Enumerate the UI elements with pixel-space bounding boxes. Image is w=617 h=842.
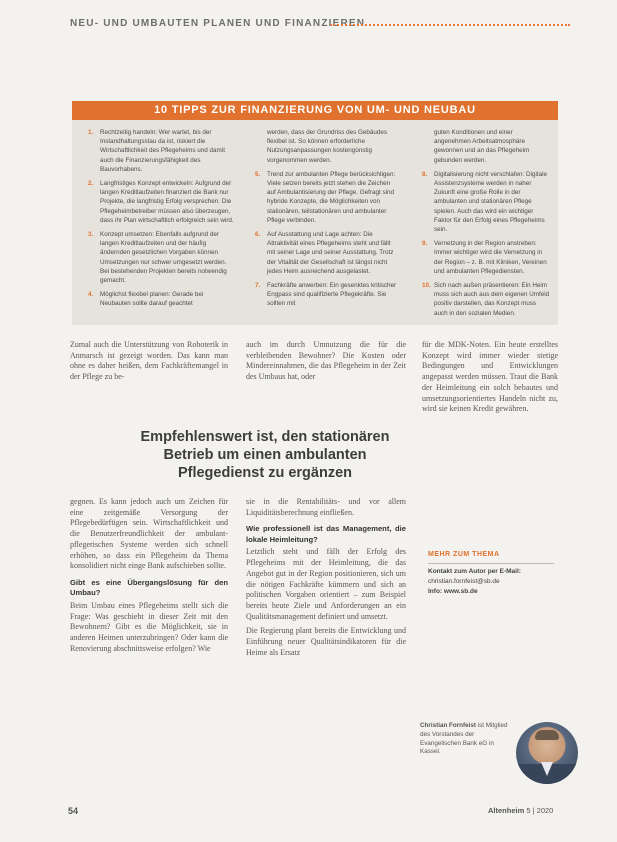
- tip-number: 5.: [255, 170, 261, 178]
- tip-item: [255, 128, 400, 165]
- tip-text: Sich nach außen präsentieren: Ein Heim muss sich auch aus dem eigenen Umfeld positiv darstellen, das Konzept muss auch in den sozialen Medien.: [434, 282, 550, 317]
- article-paragraph: Beim Umbau eines Pflegeheims stellt sich die Frage: Was geschieht in dieser Zeit mit den Bewohnern? Gibt es die Möglichkeit, sie in anderen Heimen unterzubringen? Oder kann die Renovierung abschnittsweise erfolgen? Wie: [70, 600, 228, 653]
- tip-number: 9.: [422, 240, 428, 248]
- author-description: ist Mitglied des Vorstandes der Evangelischen Bank eG in Kassel.: [420, 722, 508, 756]
- tip-text: guten Konditionen und einer angenehmen Arbeitsatmosphäre gewonnen und an das Pflegeheim gebunden werden.: [434, 129, 530, 164]
- article-paragraph: auch im durch Umnutzung die für die verbleibenden Bewohner? Die Kosten oder Mindereinnahmen, die das Pflegeheim in der Zeit des Umbaus hat, oder: [246, 340, 406, 382]
- tips-box-title: 10 TIPPS ZUR FINANZIERUNG VON UM- UND NEUBAU: [72, 101, 558, 120]
- mehr-zum-thema-title: MEHR ZUM THEMA: [428, 551, 500, 558]
- tip-number: 3.: [88, 231, 94, 239]
- tip-text: werden, dass der Grundriss des Gebäudes flexibel ist. So können erforderliche Nutzungsanpassungen kostengünstig vorgenommen werden.: [267, 129, 388, 164]
- tip-text: Vernetzung in der Region anstreben: Immer wichtiger wird die Vernetzung in der Region – z. B. mit Kliniken, Vereinen und ambulanten Pflegediensten.: [434, 240, 547, 275]
- tip-text: Rechtzeitig handeln: Wer wartet, bis der Instandhaltungsstau da ist, riskiert die Wirtschaftlichkeit des Pflegeheims und damit auch die Finanzierungsfähigkeit des Bauvorhabens.: [100, 129, 225, 173]
- tip-item: [255, 230, 400, 276]
- tip-text: Konzept umsetzen: Ebenfalls aufgrund der langen Kreditlaufzeiten und der häufig ändernden gesetzlichen Vorgaben können Umsetzungen nur schwer umgesetzt werden. Bei bestehenden Projekten bereits notwendig gemacht.: [100, 231, 227, 285]
- photo-hair-shape: [535, 730, 559, 740]
- tip-item: [88, 179, 234, 225]
- tip-text: Trend zur ambulanten Pflege berücksichtigen: Viele setzen bereits jetzt stehen die Zeichen auf Ambulantisierung der Pflege. Gefragt sind hybride Konzepte, die Möglichkeiten von stationären, teilstationären und ambulanter Pflege verbinden.: [267, 170, 396, 224]
- tip-item: [422, 239, 550, 276]
- tips-column-1: [88, 128, 234, 314]
- tip-number: 1.: [88, 129, 94, 136]
- article-column-2-top: [246, 340, 406, 387]
- tip-number: 2.: [88, 180, 94, 188]
- section-header: NEU- UND UMBAUTEN PLANEN UND FINANZIEREN: [70, 18, 366, 29]
- tip-number: 7.: [255, 282, 261, 290]
- article-column-1-top: [70, 340, 228, 387]
- tip-item: [88, 128, 234, 174]
- subheading: Wie professionell ist das Management, die lokale Heimleitung?: [246, 524, 406, 544]
- tips-column-3: [422, 128, 550, 323]
- tip-number: 4.: [88, 291, 94, 299]
- author-photo: [516, 722, 578, 784]
- footer-issue: [488, 806, 553, 815]
- tip-text: Digitalisierung nicht verschlafen: Digitale Assistenzsysteme werden in naher Zukunft eine große Rolle in der ambulanten und stationären Pflege spielen. Auch das wird ein wichtiger Faktor für den Erfolg eines Pflegeheims sein.: [434, 170, 548, 234]
- article-paragraph: sie in die Rentabilitäts- und vor allem Liquiditätsberechnung einfließen.: [246, 497, 406, 517]
- author-name: Christian Fornfeist: [420, 722, 476, 729]
- issue-number: 5 | 2020: [526, 806, 554, 815]
- tip-item: [422, 170, 550, 234]
- magazine-name: Altenheim: [488, 806, 525, 815]
- tip-item: [422, 281, 550, 318]
- subheading: Gibt es eine Übergangslösung für den Umbau?: [70, 577, 228, 598]
- header-dotted-rule: [330, 24, 570, 26]
- article-paragraph: für die MDK-Noten. Ein heute erstelltes Konzept wird immer wieder stetige Bedingungen und Entwicklungen angepasst werden müssen. Traut die Bank der Heimleitung ein solch bebautes und umsetzungsorientiertes Handeln nicht zu, wird sie keinen Kredit gewähren.: [422, 340, 558, 414]
- tip-number: 8.: [422, 170, 428, 178]
- tip-item: [255, 281, 400, 309]
- tips-column-2: [255, 128, 400, 314]
- article-column-2-bottom: [246, 497, 406, 662]
- tip-item: [88, 290, 234, 308]
- tip-number: 10.: [422, 282, 431, 290]
- article-paragraph: Zumal auch die Unterstützung von Roboterik in Anmarsch ist gezeigt worden. Das kann man ohne es daher heißen, dem Fachkräftemangel in der Pflege zu be-: [70, 340, 228, 382]
- tip-text: Auf Ausstattung und Lage achten: Die Attraktivität eines Pflegeheims steht und fällt mit seiner Lage und seiner Ausstattung. Trotz der Vitalität der Gesellschaft ist längst nicht jedes Heim ausreichend ausgelastet.: [267, 231, 394, 275]
- tip-item: [255, 170, 400, 225]
- contact-email[interactable]: christian.fornfeist@sb.de: [428, 578, 500, 585]
- mehr-zum-thema-text: [428, 567, 558, 597]
- tip-item: [88, 230, 234, 285]
- article-paragraph: Letztlich steht und fällt der Erfolg des Pflegeheims mit der Heimleitung, die das Angebot gut in der Region positionieren, sich um die nötigen Fachkräfte kümmern und sich an politischen Vorgaben orientiert – zum Beispiel bereits heute Ziele und Anforderungen an ein Qualitätsmanagement definiert und umsetzt.: [246, 547, 406, 621]
- divider: [428, 563, 554, 564]
- page-number: 54: [68, 806, 79, 816]
- tip-text: Langfristiges Konzept entwickeln: Aufgrund der langen Kreditlaufzeiten finanziert die Bank nur Projekte, die langfristig Erfolg versprechen. Die Pflegeheimbetreiber müssen also überzeugen, dass ihr Plan wirtschaftlich erfolgreich sein wird.: [100, 180, 234, 224]
- article-column-1-bottom: [70, 497, 228, 658]
- tip-text: Fachkräfte anwerben: Ein gesenktes kritischer Engpass sind qualifizierte Pflegekräfte. Sie sollten mit: [267, 282, 397, 308]
- article-paragraph: Die Regierung plant bereits die Entwicklung und Einführung neuer Qualitätsindikatoren für die Heime als Ersatz: [246, 626, 406, 657]
- tip-number: 6.: [255, 231, 261, 239]
- article-column-3-top: [422, 340, 558, 419]
- contact-label: Kontakt zum Autor per E-Mail:: [428, 568, 521, 575]
- tip-item: [422, 128, 550, 165]
- tip-text: Möglichst flexibel planen: Gerade bei Neubauten sollte darauf geachtet: [100, 291, 204, 308]
- author-caption: [420, 722, 515, 757]
- article-paragraph: gegnen. Es kann jedoch auch um Zeichen für eine zeitgemäße Versorgung der Pflegebedürftigen sein. Wirtschaftlichkeit und die Benutzerfreundlichkeit der ambulant-pflegerischen Systeme werden sich schnell erhöhen, so dass ein Pflegeheim da Thema konsolidiert nicht einge Bank aufschieben sollte.: [70, 497, 228, 571]
- info-link[interactable]: Info: www.sb.de: [428, 588, 478, 595]
- pull-quote: Empfehlenswert ist, den stationären Betrieb um einen ambulanten Pflegedienst zu ergänzen: [140, 429, 390, 481]
